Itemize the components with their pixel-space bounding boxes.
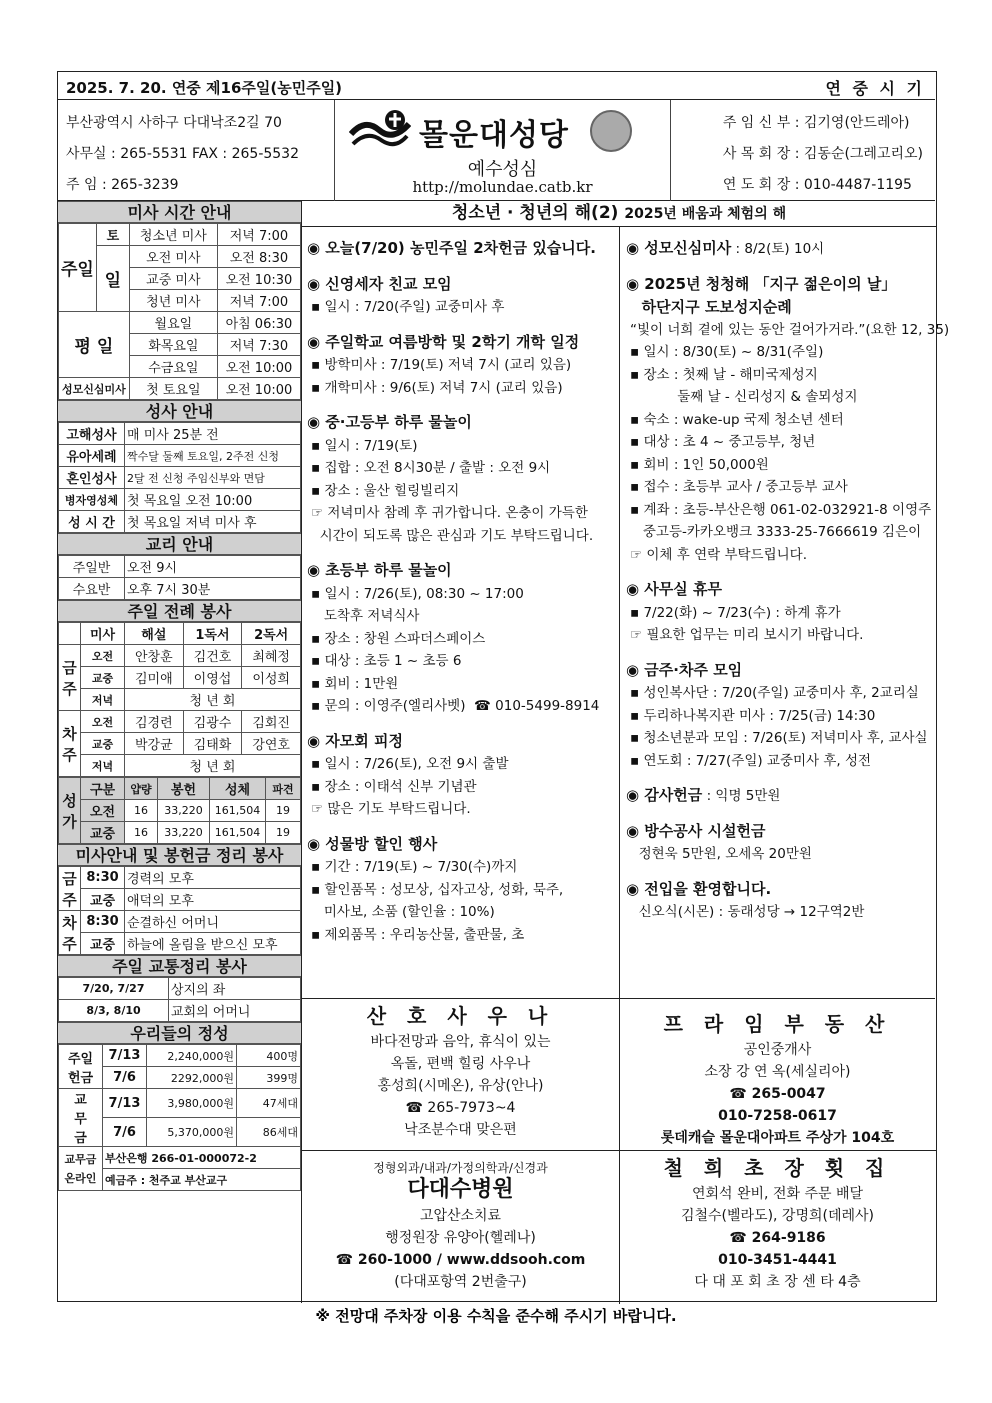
ad-title: 철 희 초 장 횟 집 [663, 1156, 892, 1180]
notice-heading [307, 833, 619, 857]
online-account: 부산은행 266-01-000072-2 [103, 1147, 301, 1169]
notice-line: ▪ 장소 : 울산 힐링빌리지 [311, 482, 460, 499]
notice-line: ▪ 두리하나복지관 미사 : 7/25(금) 14:30 [630, 707, 876, 724]
choir-mass: 교중 [81, 822, 125, 844]
offering-amount: 2,240,000원 [147, 1045, 237, 1067]
weekday-name: 수금요일 [129, 356, 217, 378]
mass-name: 청소년 미사 [129, 224, 217, 246]
sacrament-name: 유아세례 [59, 445, 125, 467]
liturgy-cell: 청 년 회 [125, 755, 301, 777]
guide-title: 미사안내 및 봉헌금 정리 봉사 [58, 844, 301, 866]
notice-title: ◉ 오늘(7/20) 농민주일 2차헌금 있습니다. [307, 239, 596, 257]
offering-count: 399명 [237, 1067, 301, 1089]
notice-title: ◉ 감사헌금 [626, 786, 703, 804]
notice-column-right [621, 227, 950, 998]
guide-group: 애덕의 모후 [125, 889, 301, 911]
sat-label: 토 [96, 224, 129, 246]
notice-column-left [302, 227, 620, 998]
notice-line: ▪ 계좌 : 초등-부산은행 061-02-032921-8 이영주 [630, 501, 932, 518]
footer-notice: ※ 전망대 주차장 이용 수칙을 준수해 주시기 바랍니다. [315, 1307, 677, 1325]
choir-cell: 161,504 [210, 822, 266, 844]
choir-cell: 19 [266, 822, 301, 844]
notice-title: ◉ 중·고등부 하루 물놀이 [307, 413, 472, 431]
next-week-label: 차주 [59, 711, 81, 777]
guide-mass: 교중 [81, 889, 125, 911]
notice-title: ◉ 2025년 청청해 「지구 젊은이의 날」 [626, 274, 897, 293]
offering-date: 7/6 [103, 1067, 147, 1089]
liturgy-cell: 김광수 [183, 711, 242, 733]
choir-head: 얍량 [125, 778, 158, 800]
online-label: 교무금 온라인 [59, 1147, 103, 1191]
notice-line: 시간이 되도록 많은 관심과 기도 부탁드립니다. [311, 527, 594, 544]
notice-line: ▪ 대상 : 초 4 ~ 중고등부, 청년 [630, 434, 816, 450]
notice-line: ▪ 연도회 : 7/27(주일) 교중미사 후, 성전 [630, 752, 872, 769]
liturgy-title: 주일 전례 봉사 [58, 600, 301, 622]
ad-hospital [302, 1157, 619, 1293]
sacrament-name: 성 시 간 [59, 511, 125, 533]
traffic-table [58, 977, 301, 1022]
notice-title: ◉ 자모회 피정 [307, 731, 403, 750]
notice-line: ▪ 회비 : 1인 50,000원 [630, 456, 769, 473]
ad-line: 정형외과/내과/가정의학과/신경과 [373, 1161, 548, 1175]
notice-title: ◉ 방수공사 시설헌금 [626, 821, 766, 840]
offering-amount: 2292,000원 [147, 1067, 237, 1089]
liturgy-cell: 김건호 [183, 645, 242, 667]
guide-next-week: 차주 [59, 911, 81, 955]
choir-cell: 16 [125, 822, 158, 844]
this-week-label: 금주 [59, 645, 81, 711]
parish-dues-label: 교무금 [59, 1089, 103, 1147]
sacrament-info: 첫 목요일 저녁 미사 후 [125, 511, 301, 533]
heart-mass-day: 첫 토요일 [129, 378, 217, 400]
choir-label: 성가 [59, 778, 81, 844]
choir-head: 구분 [81, 778, 125, 800]
guide-mass: 8:30 [81, 867, 125, 889]
notice-inline: : 익명 5만원 [702, 788, 781, 804]
liturgy-cell: 강연호 [242, 733, 301, 755]
account-holder: 예금주 : 천주교 부산교구 [103, 1169, 301, 1191]
notice-heading [626, 578, 936, 602]
ad-line: 소장 강 연 옥(세실리아) [704, 1064, 851, 1080]
liturgy-mass: 저녁 [81, 755, 125, 777]
liturgy-cell: 최혜정 [242, 645, 301, 667]
mass-name: 교중 미사 [129, 268, 217, 290]
notice-line: ☞ 많은 기도 부탁드립니다. [311, 801, 471, 817]
ad-line: 010-3451-4441 [718, 1252, 837, 1268]
liturgy-mass: 오전 [81, 711, 125, 733]
liturgy-cell: 김태화 [183, 733, 242, 755]
office-phone: 사무실 : 265-5531 FAX : 265-5532 [66, 146, 299, 162]
sacrament-name: 고해성사 [59, 423, 125, 445]
youth-chair: 연 도 회 장 : 010-4487-1195 [722, 177, 912, 193]
notice-line: ☞ 이체 후 연락 부탁드립니다. [630, 546, 808, 563]
notice-line: “빛이 너희 곁에 있는 동안 걸어가거라.”(요한 12, 35) [630, 321, 950, 338]
notice-line: ▪ 기간 : 7/19(토) ~ 7/30(수)까지 [311, 859, 518, 875]
guide-mass: 8:30 [81, 911, 125, 933]
choir-head: 봉헌 [158, 778, 210, 800]
choir-cell: 33,220 [158, 800, 210, 822]
ad-line: 010-7258-0617 [718, 1108, 837, 1124]
church-name: 몰운대성당 [419, 118, 569, 153]
church-subtitle: 예수성심 [467, 159, 538, 180]
ad-sauna [302, 1005, 619, 1141]
traffic-group: 교회의 어머니 [169, 1000, 301, 1022]
ad-title: 프 라 임 부 동 산 [663, 1012, 892, 1036]
notice-line: ▪ 방학미사 : 7/19(토) 저녁 7시 (교리 있음) [311, 357, 572, 373]
notice-heading [626, 784, 936, 808]
ad-line: 연회석 완비, 전화 주문 배달 [691, 1186, 863, 1202]
notice-line: ▪ 일시 : 7/19(토) [311, 437, 418, 454]
sacrament-info: 매 미사 25분 전 [125, 423, 301, 445]
contact-right [723, 108, 923, 201]
choir-cell: 19 [266, 800, 301, 822]
liturgy-cell: 이영섭 [183, 667, 242, 689]
doctrine-time: 오전 9시 [125, 556, 301, 578]
notice-line: ▪ 접수 : 초등부 교사 / 중고등부 교사 [630, 479, 848, 495]
notice-line: ▪ 일시 : 7/26(토), 08:30 ~ 17:00 [311, 585, 524, 602]
liturgy-mass: 저녁 [81, 689, 125, 711]
notice-title: ◉ 주일학교 여름방학 및 2학기 개학 일정 [307, 332, 580, 351]
ad-line: ☎ 265-0047 [729, 1086, 826, 1102]
liturgy-cell: 김경련 [125, 711, 184, 733]
residence-phone: 주 임 : 265-3239 [66, 177, 179, 193]
weekday-name: 화목요일 [129, 334, 217, 356]
guide-group: 하늘에 올림을 받으신 모후 [125, 933, 301, 955]
notice-heading [307, 730, 619, 754]
notice-line: ▪ 7/22(화) ~ 7/23(수) : 하계 휴가 [630, 604, 841, 621]
choir-mass: 오전 [81, 800, 125, 822]
church-logo-icon [349, 108, 411, 152]
notice-heading [307, 411, 619, 435]
weekday-time: 오전 10:00 [217, 356, 300, 378]
pastor: 주 임 신 부 : 김기영(안드레아) [722, 115, 910, 131]
liturgy-cell: 박강균 [125, 733, 184, 755]
offering-date: 7/13 [103, 1045, 147, 1067]
notice-line: ▪ 장소 : 첫째 날 - 해미국제성지 [630, 366, 818, 383]
notice-line: ☞ 저녁미사 참례 후 귀가합니다. 온충이 가득한 [311, 505, 588, 521]
liturgy-cell: 김회진 [242, 711, 301, 733]
notice-line: ▪ 개학미사 : 9/6(토) 저녁 7시 (교리 있음) [311, 379, 563, 396]
notice-title: ◉ 초등부 하루 물놀이 [307, 561, 452, 579]
notice-line: ▪ 문의 : 이영주(엘리사벳) ☎ 010-5499-8914 [311, 698, 600, 714]
doctrine-title: 교리 안내 [58, 533, 301, 555]
ship-emblem-icon [590, 110, 632, 152]
heart-mass-time: 오전 10:00 [217, 378, 300, 400]
mass-name: 청년 미사 [129, 290, 217, 312]
choir-table [58, 777, 301, 844]
mass-time: 저녁 7:00 [217, 290, 300, 312]
address: 부산광역시 사하구 다대낙조2길 70 [66, 115, 282, 131]
liturgy-cell: 안창훈 [125, 645, 184, 667]
traffic-title: 주일 교통정리 봉사 [58, 955, 301, 977]
notice-title: ◉ 금주·차주 모임 [626, 660, 743, 679]
notice-line: ▪ 성인복사단 : 7/20(주일) 교중미사 후, 2교리실 [630, 685, 919, 701]
sacrament-title: 성사 안내 [58, 400, 301, 422]
choir-head: 성체 [210, 778, 266, 800]
weekday-label: 평 일 [59, 312, 130, 378]
traffic-date: 8/3, 8/10 [59, 1000, 169, 1022]
offering-count: 47세대 [237, 1089, 301, 1118]
notice-heading [307, 331, 619, 355]
mass-name: 오전 미사 [129, 246, 217, 268]
ad-line: 공인중개사 [743, 1042, 812, 1058]
contact-left [66, 108, 299, 201]
choir-head: 파견 [266, 778, 301, 800]
ads-area [301, 998, 935, 1303]
guide-group: 경력의 모후 [125, 867, 301, 889]
ad-line: 롯데캐슬 몰운대아파트 주상가 104호 [660, 1130, 895, 1146]
offering-count: 86세대 [237, 1118, 301, 1147]
ad-line[interactable]: ☎ 260-1000 / www.ddsooh.com [335, 1252, 586, 1268]
ad-title: 다대수병원 [407, 1177, 514, 1202]
notice-line: ▪ 대상 : 초등 1 ~ 초등 6 [311, 653, 462, 669]
notice-line: ▪ 장소 : 창원 스파더스페이스 [311, 630, 486, 647]
doctrine-class: 수요반 [59, 578, 125, 600]
mass-time: 오전 8:30 [217, 246, 300, 268]
bulletin-page [57, 71, 950, 1302]
choir-cell: 16 [125, 800, 158, 822]
notice-inline: : 8/2(토) 10시 [731, 241, 825, 257]
ad-line: ☎ 265-7973~4 [405, 1100, 516, 1116]
ad-line: (다대포항역 2번출구) [394, 1274, 527, 1290]
liturgy-head: 1독서 [183, 623, 242, 645]
left-column [58, 201, 301, 1191]
offering-date: 7/6 [103, 1118, 147, 1147]
notice-line: ☞ 필요한 업무는 미리 보시기 바랍니다. [630, 627, 864, 643]
slogan [302, 201, 936, 227]
ad-line: ☎ 264-9186 [729, 1230, 826, 1246]
doctrine-class: 주일반 [59, 556, 125, 578]
liturgy-mass: 교중 [81, 733, 125, 755]
liturgy-cell: 청 년 회 [125, 689, 301, 711]
heart-mass-label: 성모신심미사 [59, 378, 130, 400]
mass-title: 미사 시간 안내 [58, 201, 301, 223]
offering-title: 우리들의 정성 [58, 1022, 301, 1044]
notice-heading [626, 237, 936, 261]
mass-time: 오전 10:30 [217, 268, 300, 290]
notice-line: ▪ 숙소 : wake-up 국제 청소년 센터 [630, 411, 844, 428]
ad-line: 행정원장 유양아(헬레나) [385, 1230, 536, 1246]
notice-line: 미사보, 소품 (할인율 : 10%) [311, 904, 495, 920]
offering-date: 7/13 [103, 1089, 147, 1118]
weekday-name: 월요일 [129, 312, 217, 334]
weekday-time: 저녁 7:30 [217, 334, 300, 356]
notice-title: 하단지구 도보성지순례 [626, 298, 792, 316]
header [58, 100, 935, 201]
notice-line: ▪ 집합 : 오전 8시30분 / 출발 : 오전 9시 [311, 460, 551, 476]
notice-line: 중고등-카카오뱅크 3333-25-7666619 김은이 [630, 524, 922, 540]
notice-line: ▪ 제외품목 : 우리농산물, 출판물, 초 [311, 926, 525, 943]
liturgy-head: 2독서 [242, 623, 301, 645]
notice-line: ▪ 장소 : 이태석 신부 기념관 [311, 778, 477, 795]
sun-day-label: 일 [96, 246, 129, 312]
notice-line: 도착후 저녁식사 [311, 608, 420, 624]
ad-title: 산 호 사 우 나 [366, 1004, 555, 1028]
ad-line: 바다전망과 음악, 휴식이 있는 [370, 1034, 551, 1050]
ad-line: 옥돌, 편백 힐링 사우나 [390, 1056, 531, 1072]
ad-line: 홍성희(시메온), 유상(안나) [377, 1078, 544, 1094]
notice-heading [626, 659, 936, 683]
notice-heading [626, 820, 936, 844]
offering-table [58, 1044, 301, 1191]
sacrament-name: 혼인성사 [59, 467, 125, 489]
slogan-num: (2) [591, 203, 619, 223]
liturgy-cell: 이성희 [242, 667, 301, 689]
offering-amount: 5,370,000원 [147, 1118, 237, 1147]
notice-line: 둘째 날 - 신리성지 & 솔뫼성지 [630, 389, 858, 405]
ad-realestate [619, 1013, 936, 1149]
notice-title: ◉ 성모신심미사 [626, 239, 732, 257]
doctrine-table [58, 555, 301, 600]
sacrament-table [58, 422, 301, 533]
notice-line: ▪ 일시 : 8/30(토) ~ 8/31(주일) [630, 344, 824, 360]
liturgy-head: 해설 [125, 623, 184, 645]
liturgy-head: 미사 [81, 623, 125, 645]
notice-line: 정현욱 5만원, 오세옥 20만원 [630, 846, 812, 862]
choir-cell: 161,504 [210, 800, 266, 822]
notice-line: ▪ 청소년분과 모임 : 7/26(토) 저녁미사 후, 교사실 [630, 730, 928, 746]
offering-count: 400명 [237, 1045, 301, 1067]
ad-restaurant [619, 1157, 936, 1293]
church-url[interactable]: http://molundae.catb.kr [412, 178, 593, 196]
notice-title: ◉ 성물방 할인 행사 [307, 834, 438, 853]
notice-heading [307, 559, 619, 583]
ad-line: 낙조분수대 맞은편 [404, 1122, 517, 1138]
weekday-time: 아침 06:30 [217, 312, 300, 334]
notice-heading [307, 237, 619, 261]
liturgy-table [58, 622, 301, 777]
notice-heading [626, 878, 936, 902]
notice-line: ▪ 일시 : 7/20(주일) 교중미사 후 [311, 299, 505, 315]
notice-line: ▪ 일시 : 7/26(토), 오전 9시 출발 [311, 756, 509, 772]
mass-table [58, 223, 301, 400]
guide-this-week: 금주 [59, 867, 81, 911]
sacrament-info: 첫 목요일 오전 10:00 [125, 489, 301, 511]
notice-line: 신오식(시몬) : 동래성당 → 12구역2반 [630, 904, 865, 920]
sun-label: 주일 [59, 224, 97, 312]
liturgy-mass: 교중 [81, 667, 125, 689]
ad-line: 다 대 포 회 초 장 센 타 4층 [694, 1274, 861, 1290]
season: 연 중 시 기 [825, 79, 925, 98]
slogan-main: 청소년 · 청년의 해 [451, 203, 592, 223]
top-bar [58, 72, 935, 100]
notice-line: ▪ 할인품목 : 성모상, 십자고상, 성화, 묵주, [311, 881, 564, 898]
guide-mass: 교중 [81, 933, 125, 955]
notice-heading [307, 273, 619, 297]
sacrament-info: 짝수달 둘째 토요일, 2주전 신청 [125, 445, 301, 467]
notice-title: ◉ 신영세자 친교 모임 [307, 274, 452, 293]
doctrine-time: 오후 7시 30분 [125, 578, 301, 600]
notice-title: ◉ 사무실 휴무 [626, 580, 722, 598]
slogan-rest: 2025년 배움과 체험의 해 [624, 206, 787, 222]
sacrament-name: 병자영성체 [59, 489, 125, 511]
liturgy-mass: 오전 [81, 645, 125, 667]
guide-table [58, 866, 301, 955]
traffic-group: 상지의 좌 [169, 978, 301, 1000]
offering-amount: 3,980,000원 [147, 1089, 237, 1118]
notice-title: ◉ 전입을 환영합니다. [626, 879, 772, 898]
ad-line: 고압산소치료 [419, 1208, 502, 1224]
notice-heading [626, 273, 936, 297]
traffic-date: 7/20, 7/27 [59, 978, 169, 1000]
notice-line: ▪ 회비 : 1만원 [311, 675, 399, 692]
mass-time: 저녁 7:00 [217, 224, 300, 246]
choir-cell: 33,220 [158, 822, 210, 844]
church-title-block [334, 100, 671, 201]
sunday-offering-label: 주일 헌금 [59, 1045, 103, 1089]
ad-line: 김철수(벨라도), 강명희(데레사) [680, 1208, 875, 1224]
guide-group: 순결하신 어머니 [125, 911, 301, 933]
liturgy-cell: 김미애 [125, 667, 184, 689]
date-line: 2025. 7. 20. 연중 제16주일(농민주일) [66, 79, 343, 97]
sacrament-info: 2달 전 신청 주임신부와 면담 [125, 467, 301, 489]
chairman: 사 목 회 장 : 김동순(그레고리오) [722, 146, 923, 162]
notices-area [301, 201, 950, 998]
